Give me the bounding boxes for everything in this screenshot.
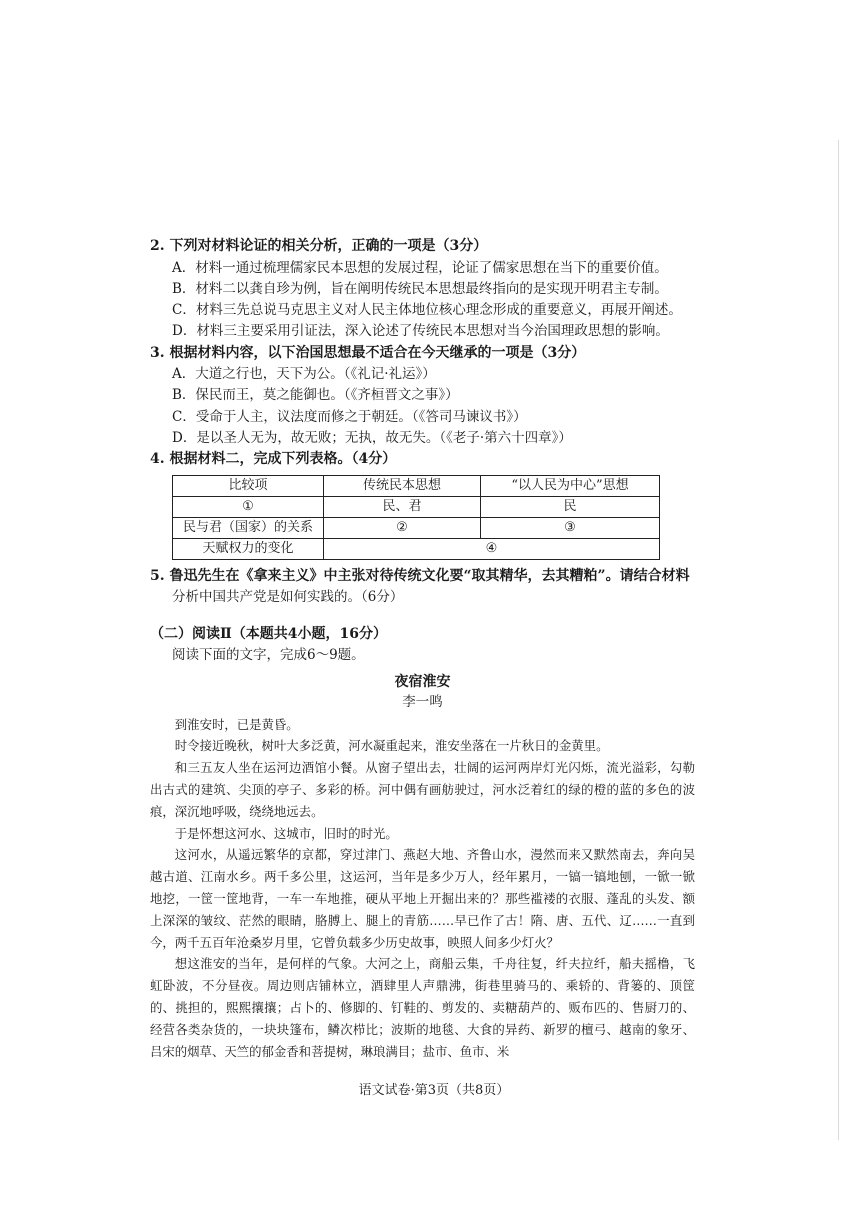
article-paragraph: 这河水，从遥远繁华的京都，穿过津门、燕赵大地、齐鲁山水，漫然而来又默然南去，奔向吴越古道、江南水乡。两千多公里，这运河，当年是多少万人，经年累月，一镐一镐地刨，一锨一锨地挖，一筐一筐地背，一车一车地推，硬从平地上开掘出来的？那些褴褛的衣服、蓬乱的头发、额上深深的皱纹、茫然的眼睛，胳膊上、腿上的青筋……早已作了古！隋、唐、五代、辽……一直到今，两千五百年沧桑岁月里，它曾负载多少历史故事，映照人间多少灯火？ [150,847,695,950]
question-3-option-d: D．是以圣人无为，故无败；无执，故无失。（《老子·第六十四章》） [172,430,572,447]
table-header-cell: “以人民为中心”思想 [481,475,660,496]
question-3 [150,343,695,450]
article-title: 夜宿淮安 [394,673,451,690]
table-cell: 民 [481,496,660,517]
question-2-option-b: B．材料二以龚自珍为例，旨在阐明传统民本思想最终指向的是实现开明君主专制。 [172,280,668,297]
table-header-cell: 传统民本思想 [324,475,481,496]
question-4 [150,449,695,560]
question-5 [150,566,695,609]
page-footer: 语文试卷·第3页（共8页） [358,1083,510,1098]
question-5-stem-line1: 5. 鲁迅先生在《拿来主义》中主张对待传统文化要“取其精华，去其糟粕”。请结合材料 [150,567,690,584]
question-2-option-c: C．材料三先总说马克思主义对人民主体地位核心理念形成的重要意义，再展开阐述。 [172,302,682,319]
table-cell: ④ [324,538,660,559]
table-row [173,475,660,496]
table-row [173,517,660,538]
section-2-title: （二）阅读Ⅱ（本题共4小题，16分） [150,625,388,642]
article-paragraph: 想这淮安的当年，是何样的气象。大河之上，商船云集，千舟往复，纤夫拉纤，船夫摇橹，飞虹卧波，不分昼夜。周边则店铺林立，酒肆里人声鼎沸，街巷里骑马的、乘轿的、背篓的、顶筐的、挑担的，熙熙攘攘；占卜的、修脚的、钉鞋的、剪发的、卖糖葫芦的、贩布匹的、售厨刀的、经营各类杂货的，一块块篷布，鳞次栉比；波斯的地毯、大食的异药、新罗的檀弓、越南的象牙、吕宋的烟草、天竺的郁金香和菩提树，琳琅满目；盐市、鱼市、米 [150,956,695,1059]
article-author: 李一鸣 [402,693,443,710]
question-5-stem-line2: 分析中国共产党是如何实践的。（6分） [172,589,404,606]
article-paragraph: 于是怀想这河水、这城市，旧时的时光。 [174,825,398,841]
question-3-option-a: A．大道之行也，天下为公。（《礼记·礼运》） [172,366,436,383]
table-cell: 民与君（国家）的关系 [173,517,324,538]
article-paragraph: 时令接近晚秋，树叶大多泛黄，河水凝重起来，淮安坐落在一片秋日的金黄里。 [174,738,609,754]
question-3-stem: 3. 根据材料内容，以下治国思想最不适合在今天继承的一项是（3分） [150,344,586,361]
table-header-cell: 比较项 [173,475,324,496]
article-paragraph: 到淮安时，已是黄昏。 [174,716,299,732]
table-row [173,496,660,517]
question-2-option-a: A．材料一通过梳理儒家民本思想的发展过程，论证了儒家思想在当下的重要价值。 [172,259,668,276]
table-row [173,538,660,559]
table-cell: ① [173,496,324,517]
table-cell: 民、君 [324,496,481,517]
article-paragraph: 和三五友人坐在运河边酒馆小餐。从窗子望出去，壮阔的运河两岸灯光闪烁，流光溢彩，勾勒出古式的建筑、尖顶的亭子、多彩的桥。河中偶有画舫驶过，河水泛着红的绿的橙的蓝的多色的波痕，深沉地呼吸，绕绕地远去。 [150,760,695,819]
table-cell: ③ [481,517,660,538]
question-2 [150,236,695,343]
comparison-table [172,475,660,560]
question-2-option-d: D．材料三主要采用引证法，深入论述了传统民本思想对当今治国理政思想的影响。 [172,323,669,340]
question-2-stem: 2. 下列对材料论证的相关分析，正确的一项是（3分） [150,238,488,254]
section-2-instruction: 阅读下面的文字，完成6～9题。 [172,646,365,663]
question-3-option-b: B．保民而王，莫之能御也。（《齐桓晋文之事》） [172,387,459,404]
table-cell: ② [324,517,481,538]
page-edge-line [838,140,839,1140]
article-body [150,714,695,1063]
exam-page [150,236,695,1062]
question-3-option-c: C．受命于人主，议法度而修之于朝廷。（《答司马谏议书》） [172,408,527,425]
question-4-stem: 4. 根据材料二，完成下列表格。（4分） [150,451,397,468]
table-cell: 天赋权力的变化 [173,538,324,559]
